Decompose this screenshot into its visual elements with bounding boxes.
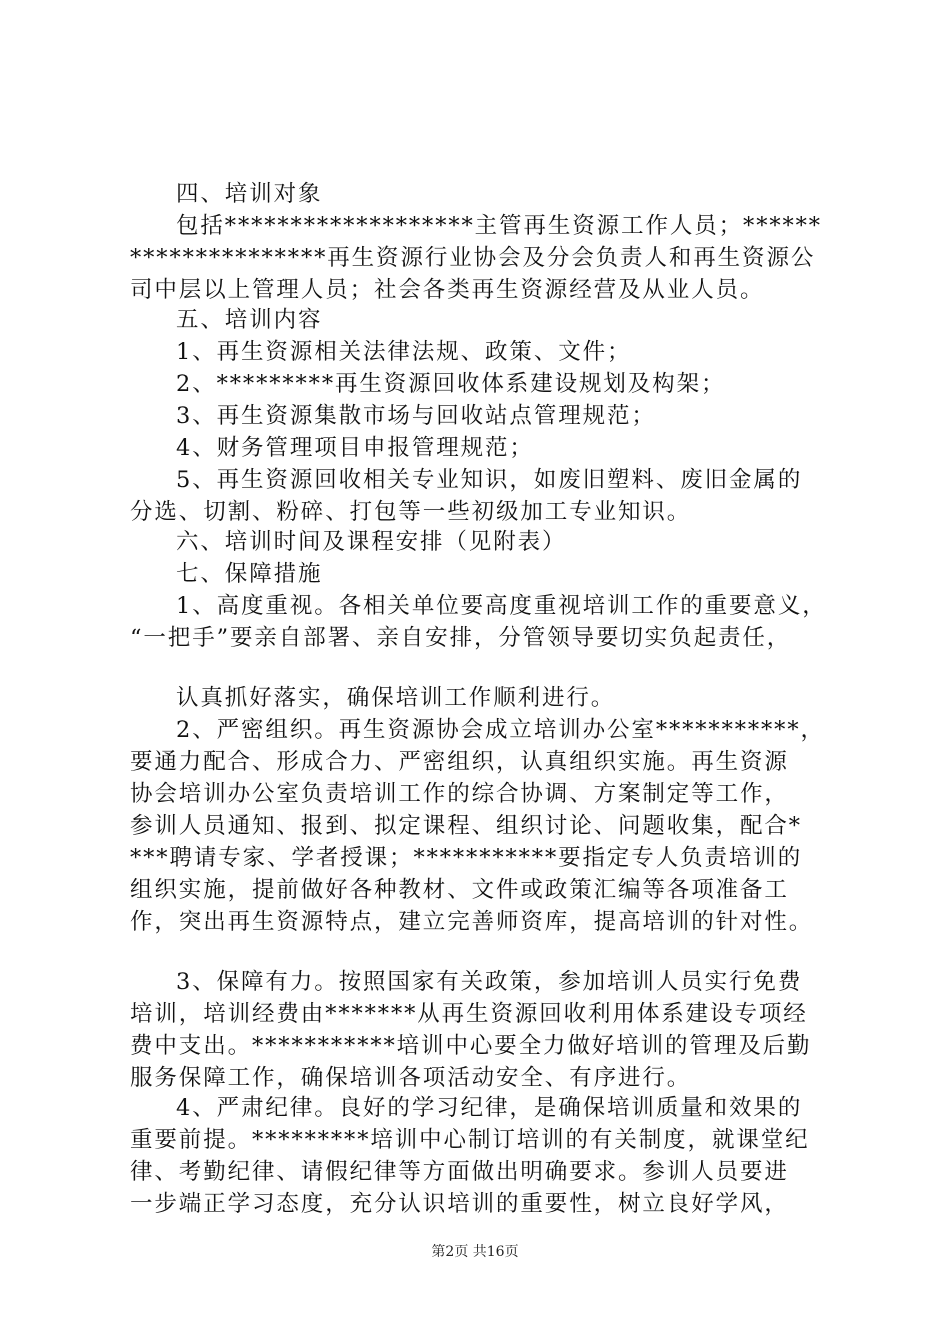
list-item: 4、财务管理项目申报管理规范； — [176, 435, 534, 461]
heading-training-targets: 四、培训对象 — [176, 181, 323, 207]
paragraph-line: 3、保障有力。按照国家有关政策，参加培训人员实行免费 — [176, 969, 803, 995]
paragraph-line: 4、严肃纪律。良好的学习纪律，是确保培训质量和效果的 — [176, 1095, 803, 1121]
list-item: 3、再生资源集散市场与回收站点管理规范； — [176, 403, 656, 429]
paragraph-line: 组织实施，提前做好各种教材、文件或政策汇编等各项准备工 — [130, 877, 789, 903]
paragraph-line: 一步端正学习态度，充分认识培训的重要性，树立良好学风， — [130, 1191, 789, 1217]
paragraph-line: 服务保障工作，确保培训各项活动安全、有序进行。 — [130, 1065, 692, 1091]
heading-safeguards: 七、保障措施 — [176, 561, 323, 587]
paragraph-line: 包括*******************主管再生资源工作人员；****** — [176, 213, 822, 239]
paragraph-line: 律、考勤纪律、请假纪律等方面做出明确要求。参训人员要进 — [130, 1159, 789, 1185]
paragraph-line: 协会培训办公室负责培训工作的综合协调、方案制定等工作， — [130, 781, 789, 807]
paragraph-line: 作，突出再生资源特点，建立完善师资库，提高培训的针对性。 — [130, 909, 814, 935]
heading-training-content: 五、培训内容 — [176, 307, 323, 333]
heading-training-schedule: 六、培训时间及课程安排（见附表） — [176, 529, 567, 555]
list-item: 5、再生资源回收相关专业知识，如废旧塑料、废旧金属的 — [176, 467, 803, 493]
list-item: 2、*********再生资源回收体系建设规划及构架； — [176, 371, 726, 397]
paragraph-line: ***************再生资源行业协会及分会负责人和再生资源公 — [130, 245, 816, 271]
paragraph-line: 认真抓好落实，确保培训工作顺利进行。 — [176, 685, 616, 711]
paragraph-line: 费中支出。***********培训中心要全力做好培训的管理及后勤 — [130, 1033, 812, 1059]
paragraph-line: “一把手”要亲自部署、亲自安排，分管领导要切实负起责任， — [130, 625, 792, 651]
paragraph-line: 1、高度重视。各相关单位要高度重视培训工作的重要意义， — [176, 593, 827, 619]
paragraph-line: 培训，培训经费由*******从再生资源回收利用体系建设专项经 — [130, 1001, 808, 1027]
paragraph-line: 分选、切割、粉碎、打包等一些初级加工专业知识。 — [130, 499, 692, 525]
paragraph-line: 2、严密组织。再生资源协会成立培训办公室***********， — [176, 717, 825, 743]
paragraph-line: ***聘请专家、学者授课；***********要指定专人负责培训的 — [130, 845, 803, 871]
paragraph-line: 要通力配合、形成合力、严密组织，认真组织实施。再生资源 — [130, 749, 789, 775]
paragraph-line: 参训人员通知、报到、拟定课程、组织讨论、问题收集，配合* — [130, 813, 802, 839]
paragraph-line: 司中层以上管理人员；社会各类再生资源经营及从业人员。 — [130, 277, 765, 303]
paragraph-line: 重要前提。*********培训中心制订培训的有关制度，就课堂纪 — [130, 1127, 810, 1153]
list-item: 1、再生资源相关法律法规、政策、文件； — [176, 339, 632, 365]
page-number-footer: 第2页 共16页 — [431, 1244, 519, 1260]
